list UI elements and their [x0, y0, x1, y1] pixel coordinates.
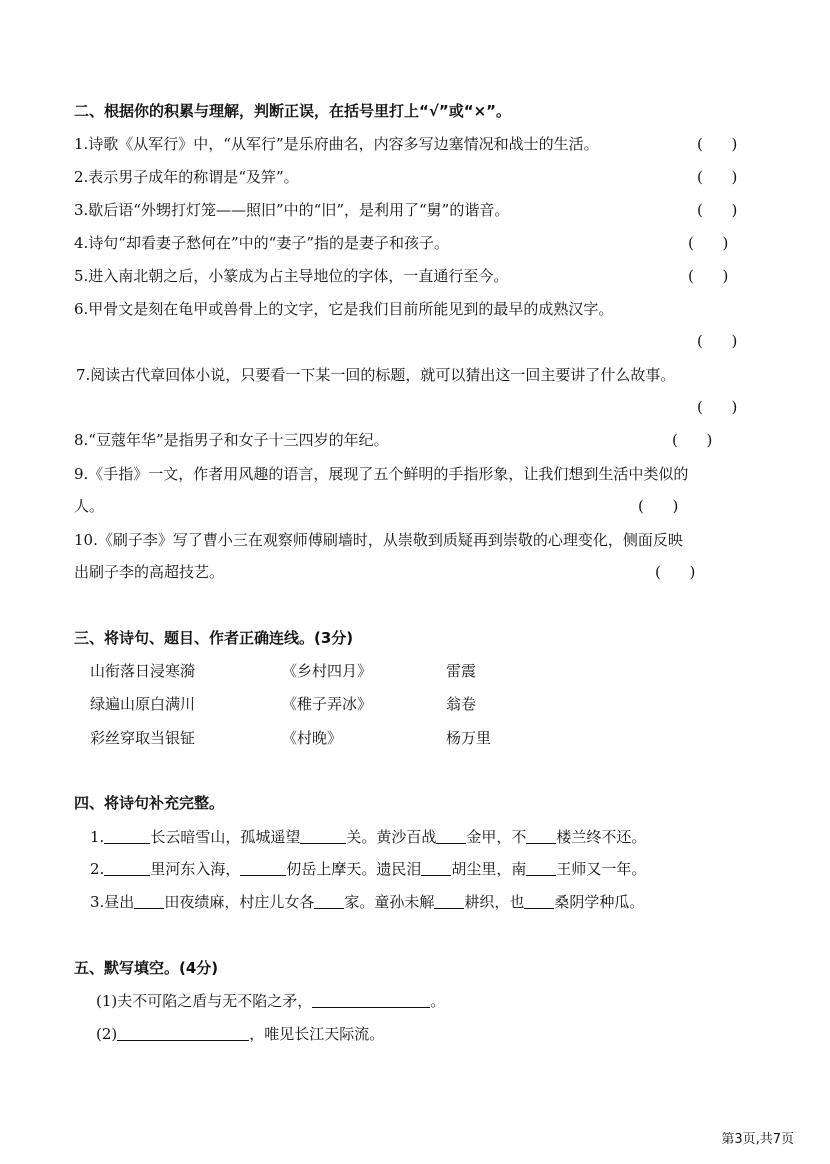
poem-line-3[interactable]: 彩丝穿取当银钲 — [90, 729, 196, 747]
recite-question-2 — [96, 1024, 384, 1044]
fill-line-2-text-e: 王师又一年。 — [556, 860, 647, 878]
poem-author-2[interactable]: 翁卷 — [446, 695, 477, 713]
fill-line-1-text-d: 金甲，不 — [466, 828, 527, 846]
section-5-heading: 五、默写填空。(4分) — [74, 959, 219, 977]
fill-line-1-text-c: 关。黄沙百战 — [346, 828, 437, 846]
question-6: 6.甲骨文是刻在龟甲或兽骨上的文字，它是我们目前所能见到的最早的成熟汉字。 — [74, 300, 614, 318]
question-5: 5.进入南北朝之后，小篆成为占主导地位的字体，一直通行至今。 — [74, 267, 509, 285]
recite-q2-text: ，唯见长江天际流。 — [249, 1025, 385, 1043]
question-9-line-2: 人。 — [74, 497, 105, 515]
fill-line-2-text-a: 2. — [90, 860, 105, 878]
section-4-heading: 四、将诗句补充完整。 — [74, 794, 225, 812]
question-9-line-1: 9.《手指》一文，作者用风趣的语言，展现了五个鲜明的手指形象，让我们想到生活中类似的 — [74, 465, 689, 483]
blank-input[interactable] — [421, 861, 451, 876]
question-4: 4.诗句“却看妻子愁何在”中的“妻子”指的是妻子和孩子。 — [74, 234, 449, 252]
blank-input[interactable] — [134, 894, 164, 909]
answer-bracket-3[interactable]: ( ) — [697, 201, 738, 219]
question-3: 3.歇后语“外甥打灯笼——照旧”中的“旧”，是利用了“舅”的谐音。 — [74, 201, 510, 219]
blank-input[interactable] — [312, 993, 430, 1008]
fill-line-3-text-c: 家。童孙未解 — [344, 893, 435, 911]
question-10-line-1: 10.《刷子李》写了曹小三在观察师傅刷墙时，从崇敬到质疑再到崇敬的心理变化，侧面反映 — [74, 531, 683, 549]
answer-bracket-8[interactable]: ( ) — [672, 431, 713, 449]
answer-bracket-9[interactable]: ( ) — [638, 497, 679, 515]
fill-line-1-text-b: 长云暗雪山，孤城遥望 — [150, 828, 301, 846]
poem-title-3[interactable]: 《村晚》 — [282, 729, 343, 747]
fill-line-2-text-c: 仞岳上摩天。遗民泪 — [286, 860, 422, 878]
answer-bracket-10[interactable]: ( ) — [655, 563, 696, 581]
fill-line-3-text-e: 桑阴学种瓜。 — [554, 893, 645, 911]
page-number: 第3页,共7页 — [721, 1132, 794, 1147]
blank-input[interactable] — [526, 861, 556, 876]
blank-input[interactable] — [104, 861, 150, 876]
blank-input[interactable] — [104, 829, 150, 844]
fill-line-3-text-a: 3.昼出 — [90, 893, 135, 911]
section-3-heading: 三、将诗句、题目、作者正确连线。(3分) — [74, 629, 354, 647]
recite-q1-text: (1)夫不可陷之盾与无不陷之矛， — [96, 992, 313, 1010]
recite-q2-num: (2) — [96, 1025, 118, 1043]
fill-line-3 — [90, 892, 644, 912]
fill-line-2 — [90, 859, 646, 879]
poem-author-1[interactable]: 雷震 — [446, 662, 477, 680]
answer-bracket-6[interactable]: ( ) — [697, 332, 738, 350]
fill-line-3-text-d: 耕织，也 — [464, 893, 525, 911]
question-2: 2.表示男子成年的称谓是“及笄”。 — [74, 168, 299, 186]
blank-input[interactable] — [117, 1026, 249, 1041]
answer-bracket-5[interactable]: ( ) — [688, 267, 729, 285]
question-8: 8.“豆蔻年华”是指男子和女子十三四岁的年纪。 — [74, 431, 389, 449]
answer-bracket-7[interactable]: ( ) — [697, 398, 738, 416]
fill-line-1-text-e: 楼兰终不还。 — [556, 828, 647, 846]
answer-bracket-1[interactable]: ( ) — [697, 135, 738, 153]
blank-input[interactable] — [434, 894, 464, 909]
blank-input[interactable] — [436, 829, 466, 844]
poem-title-1[interactable]: 《乡村四月》 — [282, 662, 373, 680]
question-7: 7.阅读古代章回体小说，只要看一下某一回的标题，就可以猜出这一回主要讲了什么故事。 — [76, 366, 676, 384]
recite-question-1 — [96, 991, 445, 1011]
poem-line-1[interactable]: 山衔落日浸寒漪 — [90, 662, 196, 680]
blank-input[interactable] — [240, 861, 286, 876]
fill-line-2-text-b: 里河东入海， — [150, 860, 241, 878]
recite-q1-end: 。 — [430, 992, 446, 1010]
blank-input[interactable] — [300, 829, 346, 844]
answer-bracket-2[interactable]: ( ) — [697, 168, 738, 186]
poem-line-2[interactable]: 绿遍山原白满川 — [90, 695, 196, 713]
section-2-heading: 二、根据你的积累与理解，判断正误，在括号里打上“√”或“×”。 — [74, 102, 512, 120]
fill-line-1 — [90, 827, 646, 847]
poem-author-3[interactable]: 杨万里 — [446, 729, 492, 747]
question-1: 1.诗歌《从军行》中，“从军行”是乐府曲名，内容多写边塞情况和战士的生活。 — [74, 135, 599, 153]
answer-bracket-4[interactable]: ( ) — [688, 234, 729, 252]
blank-input[interactable] — [524, 894, 554, 909]
fill-line-3-text-b: 田夜绩麻，村庄儿女各 — [164, 893, 315, 911]
blank-input[interactable] — [314, 894, 344, 909]
fill-line-2-text-d: 胡尘里，南 — [451, 860, 527, 878]
blank-input[interactable] — [526, 829, 556, 844]
fill-line-1-text-a: 1. — [90, 828, 105, 846]
question-10-line-2: 出刷子李的高超技艺。 — [74, 563, 225, 581]
poem-title-2[interactable]: 《稚子弄冰》 — [282, 695, 373, 713]
